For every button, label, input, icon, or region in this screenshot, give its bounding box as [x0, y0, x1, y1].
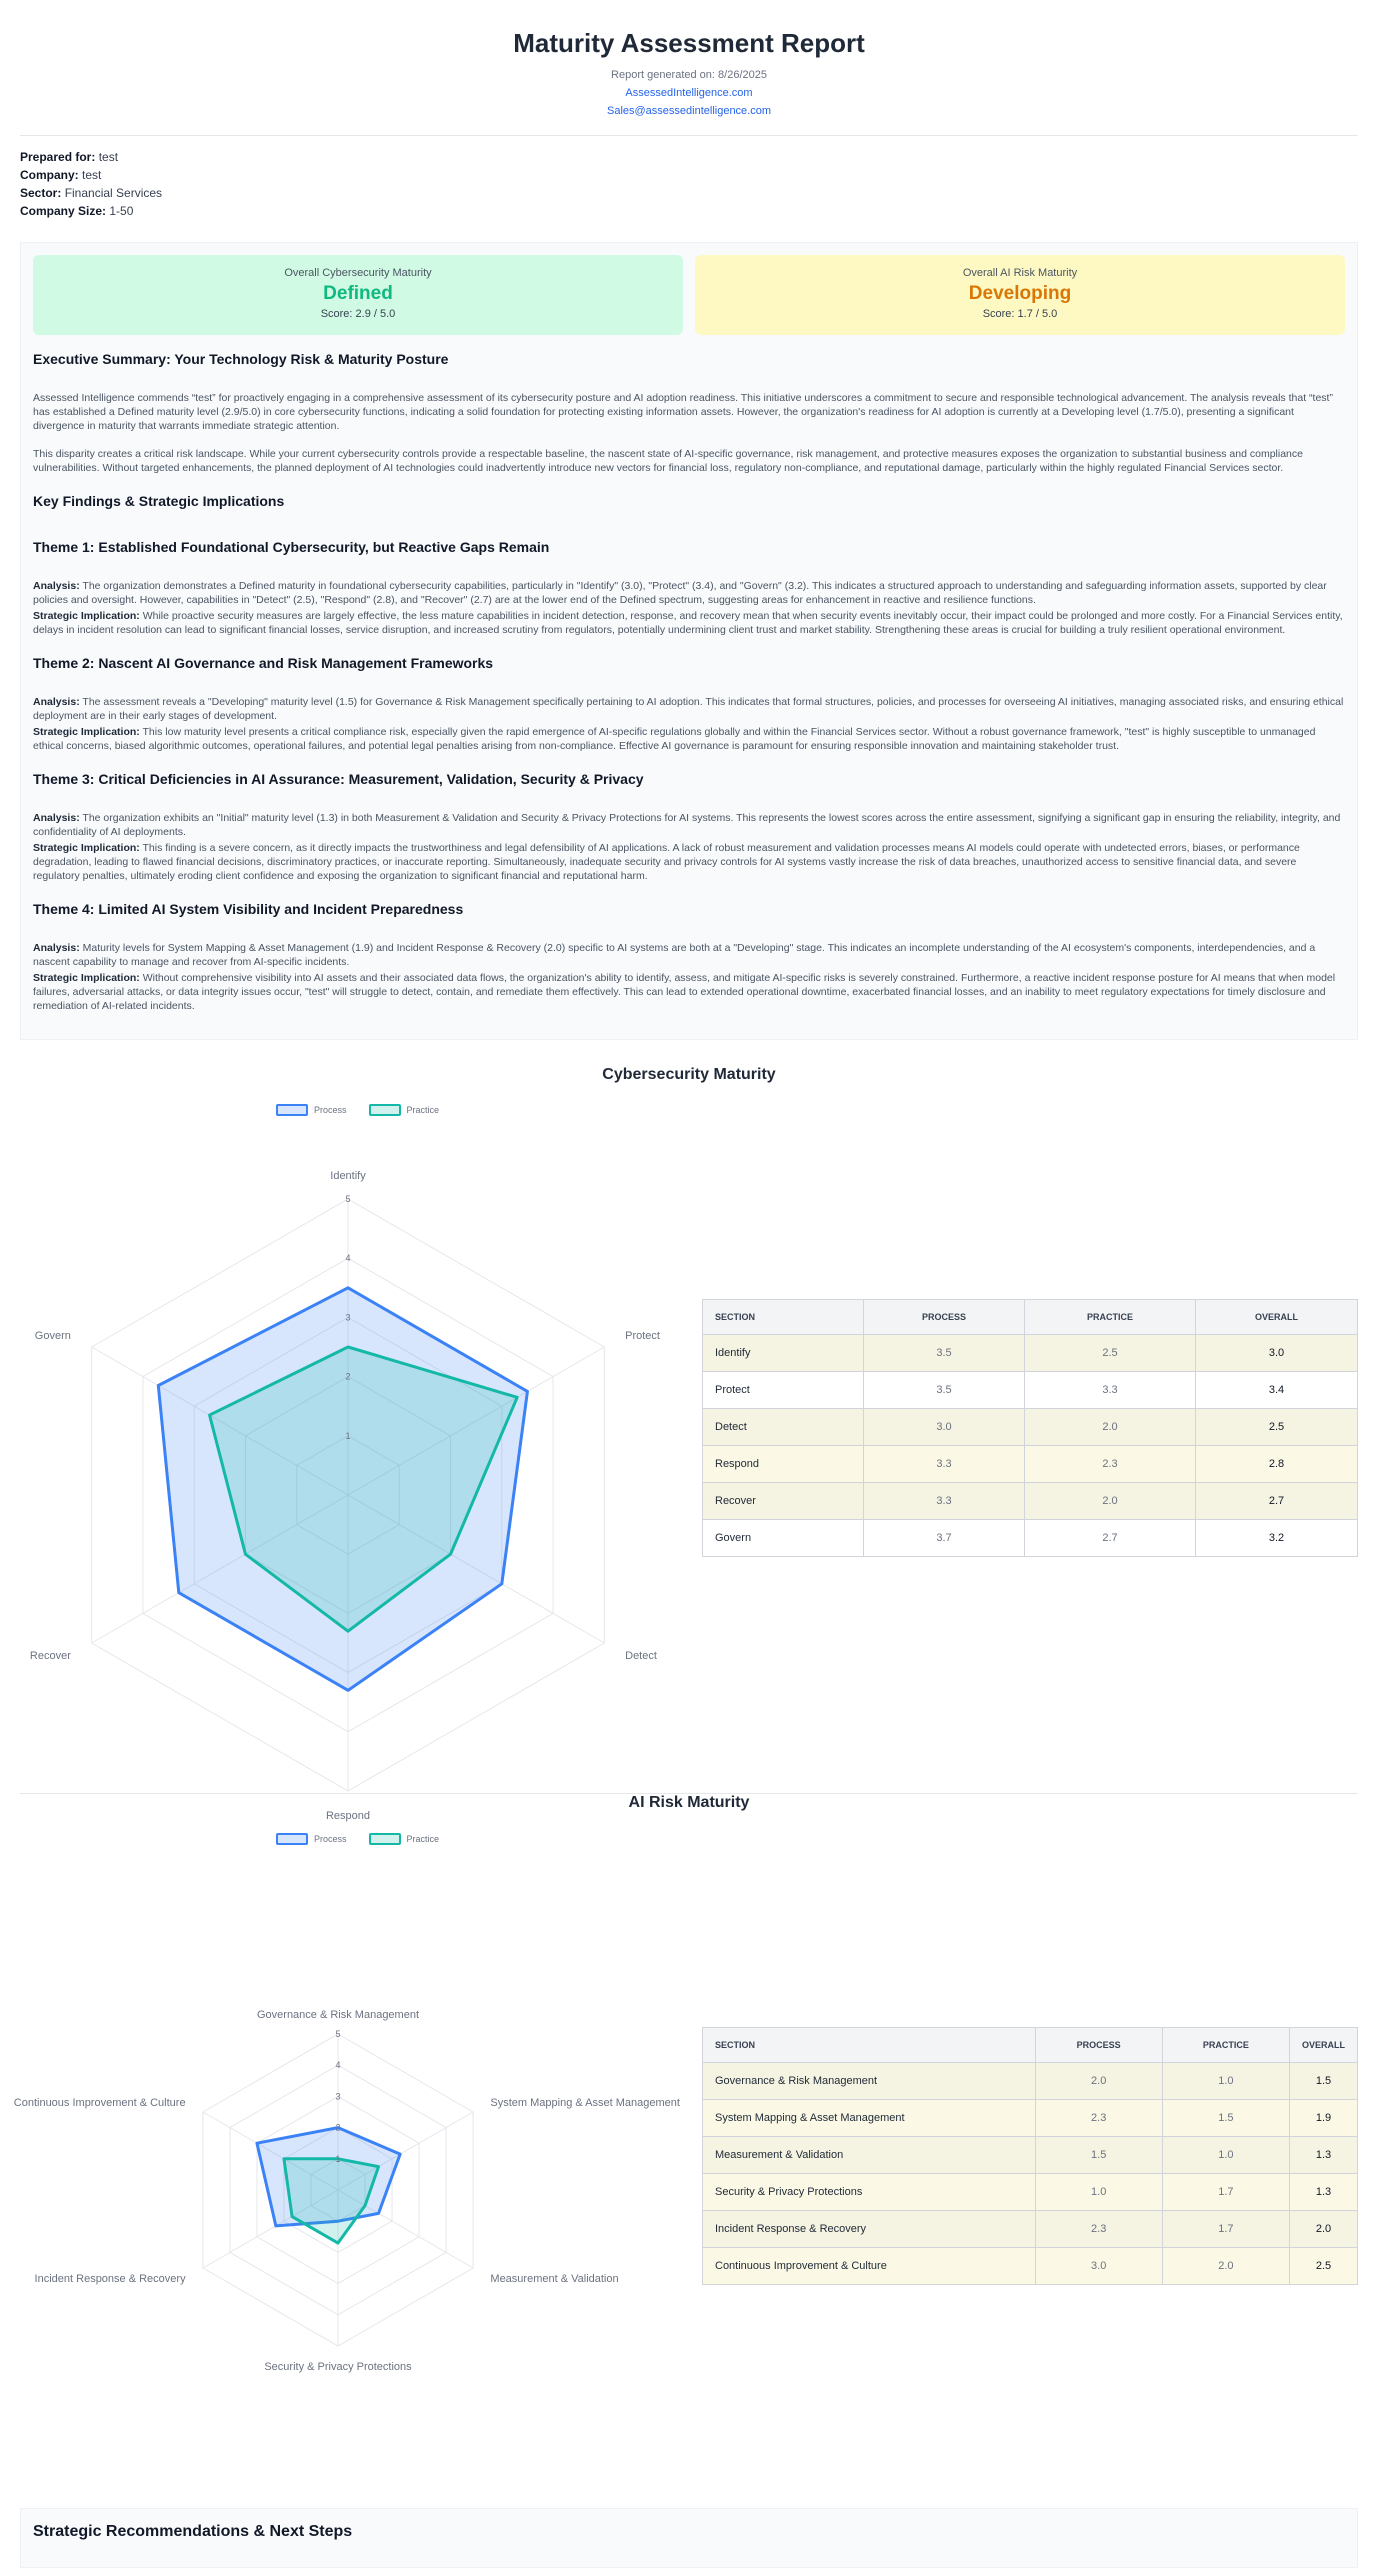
tick-label: 5 [345, 1194, 351, 1204]
tick-label: 4 [345, 1253, 351, 1264]
theme-1-analysis [33, 579, 1345, 607]
cell-section: Detect [703, 1409, 864, 1446]
practice-series-area [284, 2159, 379, 2243]
cell-process: 3.0 [1035, 2248, 1162, 2285]
theme-3-analysis [33, 811, 1345, 839]
cell-process: 1.5 [1035, 2137, 1162, 2174]
cyber-card-label: Overall Cybersecurity Maturity [284, 267, 432, 279]
cell-overall: 1.9 [1289, 2100, 1357, 2137]
cell-practice: 2.0 [1162, 2248, 1289, 2285]
table-row [703, 2100, 1358, 2137]
cell-section: System Mapping & Asset Management [703, 2100, 1036, 2137]
table-row [703, 1372, 1358, 1409]
analysis-label: Analysis: [33, 696, 80, 708]
theme-4-implication-text: Without comprehensive visibility into AI assets and their associated data flows, the organization's ability to identify, assess, and mitigate AI-specific risks is severely constrained. Furthermore, a reactive incident response posture for AI means that when model failures, adversarial attacks, or data integrity issues occur, "test" will struggle to detect, contain, and remediate them effectively. This can lead to extended operational downtime, exacerbated financial losses, and an inability to meet regulatory expectations for timely disclosure and remediation of AI-related incidents. [33, 972, 1336, 1012]
cell-section: Governance & Risk Management [703, 2063, 1036, 2100]
col-overall-header: OVERALL [1196, 1300, 1358, 1335]
theme-4-analysis-text: Maturity levels for System Mapping & Asset Management (1.9) and Incident Response & Recovery (2.0) specific to AI systems are both at a "Developing" stage. This indicates an incomplete understanding of the AI ecosystem's components, interdependencies, and a nascent capability to manage and recover from AI-specific incidents. [33, 942, 1316, 968]
sector-row [20, 184, 1358, 202]
cell-practice: 1.0 [1162, 2137, 1289, 2174]
ai-radar-chart [0, 1980, 690, 2373]
prepared-for-label: Prepared for: [20, 150, 96, 164]
website-link[interactable]: AssessedIntelligence.com [625, 87, 753, 99]
implication-label: Strategic Implication: [33, 842, 140, 854]
tick-label: 3 [345, 1312, 351, 1323]
tick-label: 4 [335, 2060, 341, 2071]
theme-1-implication-text: While proactive security measures are largely effective, the less mature capabilities in incident detection, response, and recovery mean that when security events inevitably occur, their impact could be prolonged and more costly. For a Financial Services entity, delays in incident resolution can lead to significant financial losses, service disruption, and increased scrutiny from regulators, potentially undermining client trust and market stability. Strengthening these areas is crucial for building a truly resilient operational environment. [33, 610, 1343, 636]
axis-label: Recover [29, 1650, 71, 1662]
cell-process: 2.3 [1035, 2100, 1162, 2137]
recommendations-heading: Strategic Recommendations & Next Steps [33, 2523, 353, 2540]
axis-label: Governance & Risk Management [256, 2009, 420, 2021]
summary-paragraph-1: Assessed Intelligence commends “test” for proactively engaging in a comprehensive assessment of its cybersecurity posture and AI adoption readiness. This initiative underscores a commitment to secure and responsible technological advancement. The analysis reveals that “test” has established a Defined maturity level (2.9/5.0) in core cybersecurity functions, indicating a solid foundation for protecting existing information assets. However, the organization's readiness for AI adoption is currently at a Developing level (1.7/5.0), presenting a significant divergence in maturity that warrants immediate strategic attention. [33, 392, 1333, 432]
axis-label: Respond [325, 1810, 371, 1822]
cell-practice: 2.7 [1025, 1520, 1196, 1557]
table-row [703, 1520, 1358, 1557]
tick-label: 5 [335, 2029, 341, 2039]
cyber-table-body [703, 1335, 1358, 1557]
analysis-label: Analysis: [33, 580, 80, 592]
col-process-header: PROCESS [1035, 2028, 1162, 2063]
tick-label: 2 [335, 2122, 341, 2133]
sector-value: Financial Services [64, 186, 163, 200]
cell-process: 3.7 [864, 1520, 1025, 1557]
cell-section: Recover [703, 1483, 864, 1520]
theme-2-title: Theme 2: Nascent AI Governance and Risk Management Frameworks [33, 655, 494, 671]
ai-card-score: Score: 1.7 / 5.0 [982, 308, 1058, 320]
cell-overall: 2.8 [1196, 1446, 1358, 1483]
cell-process: 3.5 [864, 1372, 1025, 1409]
tick-label: 3 [335, 2091, 341, 2102]
key-findings-heading: Key Findings & Strategic Implications [33, 493, 285, 509]
cell-practice: 1.7 [1162, 2174, 1289, 2211]
cell-practice: 1.5 [1162, 2100, 1289, 2137]
ai-card-label: Overall AI Risk Maturity [962, 267, 1078, 279]
cyber-card-level: Defined [323, 283, 393, 304]
theme-3-analysis-text: The organization exhibits an "Initial" maturity level (1.3) in both Measurement & Validation and Security & Privacy Protections for AI systems. This represents the lowest scores across the entire assessment, signifying a significant gap in ensuring the reliability, integrity, and confidentiality of AI deployments. [33, 812, 1341, 838]
cell-overall: 1.3 [1289, 2137, 1357, 2174]
cell-section: Protect [703, 1372, 864, 1409]
cell-section: Identify [703, 1335, 864, 1372]
cell-section: Continuous Improvement & Culture [703, 2248, 1036, 2285]
cell-practice: 2.3 [1025, 1446, 1196, 1483]
theme-1-title: Theme 1: Established Foundational Cybersecurity, but Reactive Gaps Remain [33, 539, 550, 555]
analysis-label: Analysis: [33, 942, 80, 954]
col-practice-header: PRACTICE [1162, 2028, 1289, 2063]
table-row [703, 2137, 1358, 2174]
ai-chart-title: AI Risk Maturity [628, 1794, 750, 1811]
axis-label: Detect [625, 1650, 657, 1662]
table-row [703, 2063, 1358, 2100]
table-row [703, 1335, 1358, 1372]
cell-overall: 2.5 [1196, 1409, 1358, 1446]
page-title: Maturity Assessment Report [513, 28, 865, 58]
cell-overall: 2.0 [1289, 2211, 1357, 2248]
prepared-for-row [20, 148, 1358, 166]
cell-process: 3.3 [864, 1446, 1025, 1483]
cell-practice: 1.7 [1162, 2211, 1289, 2248]
cell-process: 1.0 [1035, 2174, 1162, 2211]
email-link[interactable]: Sales@assessedintelligence.com [606, 105, 772, 117]
ai-table-body [703, 2063, 1358, 2285]
cell-practice: 3.3 [1025, 1372, 1196, 1409]
cyber-maturity-card [33, 255, 683, 335]
axis-label: Protect [625, 1330, 660, 1342]
company-size-value: 1-50 [109, 204, 134, 218]
axis-label: Security & Privacy Protections [264, 2361, 412, 2373]
axis-label: Govern [34, 1330, 71, 1342]
theme-1-implication [33, 609, 1345, 637]
table-row [703, 2211, 1358, 2248]
legend-practice-swatch [369, 1833, 401, 1845]
cell-process: 3.0 [864, 1409, 1025, 1446]
legend-practice-label: Practice [406, 1834, 440, 1844]
theme-2-analysis-text: The assessment reveals a "Developing" maturity level (1.5) for Governance & Risk Management specifically pertaining to AI adoption. This indicates that formal structures, policies, and processes for overseeing AI initiatives, managing associated risks, and ensuring ethical deployment are in their early stages of development. [33, 696, 1344, 722]
cyber-chart-title: Cybersecurity Maturity [602, 1066, 776, 1083]
table-header-row [703, 1300, 1358, 1335]
summary-paragraph-2: This disparity creates a critical risk landscape. While your current cybersecurity controls provide a respectable baseline, the nascent state of AI-specific governance, risk management, and protective measures exposes the organization to substantial business and compliance vulnerabilities. Without targeted enhancements, the planned deployment of AI technologies could inadvertently introduce new vectors for financial loss, regulatory non-compliance, and reputational damage, particularly within the highly regulated Financial Services sector. [33, 448, 1303, 474]
col-overall-header: OVERALL [1289, 2028, 1357, 2063]
ai-chart-legend [276, 1833, 439, 1845]
axis-label: System Mapping & Asset Management [490, 2097, 680, 2109]
company-label: Company: [20, 168, 79, 182]
cyber-table-head [703, 1300, 1358, 1335]
axis-label: Identify [330, 1170, 366, 1182]
axis-label: Incident Response & Recovery [34, 2273, 186, 2285]
cell-overall: 2.5 [1289, 2248, 1357, 2285]
cell-section: Measurement & Validation [703, 2137, 1036, 2174]
company-size-row [20, 202, 1358, 220]
table-row [703, 2248, 1358, 2285]
tick-label: 2 [345, 1371, 351, 1382]
cell-practice: 2.0 [1025, 1483, 1196, 1520]
implication-label: Strategic Implication: [33, 610, 140, 622]
prepared-for-value: test [98, 150, 119, 164]
prepared-info [0, 136, 1378, 220]
cell-overall: 3.0 [1196, 1335, 1358, 1372]
legend-process-label: Process [314, 1105, 347, 1115]
cell-section: Incident Response & Recovery [703, 2211, 1036, 2248]
cyber-card-score: Score: 2.9 / 5.0 [320, 308, 396, 320]
cell-process: 3.3 [864, 1483, 1025, 1520]
ai-table-head [703, 2028, 1358, 2063]
theme-4-title: Theme 4: Limited AI System Visibility and Incident Preparedness [33, 901, 464, 917]
tick-label: 1 [345, 1430, 351, 1441]
cell-practice: 2.5 [1025, 1335, 1196, 1372]
col-section-header: SECTION [703, 2028, 1036, 2063]
implication-label: Strategic Implication: [33, 972, 140, 984]
cell-section: Respond [703, 1446, 864, 1483]
company-value: test [82, 168, 102, 182]
table-row [703, 1409, 1358, 1446]
theme-2-analysis [33, 695, 1345, 723]
cell-overall: 1.5 [1289, 2063, 1357, 2100]
cell-process: 2.3 [1035, 2211, 1162, 2248]
company-size-label: Company Size: [20, 204, 107, 218]
cell-process: 2.0 [1035, 2063, 1162, 2100]
legend-practice-label: Practice [406, 1105, 440, 1115]
cell-section: Govern [703, 1520, 864, 1557]
cell-practice: 2.0 [1025, 1409, 1196, 1446]
cell-overall: 2.7 [1196, 1483, 1358, 1520]
generated-date: Report generated on: 8/26/2025 [611, 69, 767, 81]
theme-3-implication [33, 841, 1345, 883]
axis-label: Continuous Improvement & Culture [13, 2097, 186, 2109]
theme-3-implication-text: This finding is a severe concern, as it directly impacts the trustworthiness and legal defensibility of AI applications. A lack of robust measurement and validation processes means AI models could operate with undetected errors, biases, or performance degradation, leading to flawed financial decisions, discriminatory practices, or inaccurate reporting. Simultaneously, inadequate security and privacy controls for AI systems vastly increase the risk of data breaches, unauthorized access to sensitive financial data, and severe regulatory penalties, ultimately eroding client confidence and exposing the organization to significant financial and reputational harm. [33, 842, 1300, 882]
cell-process: 3.5 [864, 1335, 1025, 1372]
legend-process-swatch [276, 1833, 308, 1845]
cell-overall: 1.3 [1289, 2174, 1357, 2211]
col-section-header: SECTION [703, 1300, 864, 1335]
report-header [0, 0, 1378, 117]
cell-section: Security & Privacy Protections [703, 2174, 1036, 2211]
cyber-score-table [702, 1299, 1358, 1557]
col-practice-header: PRACTICE [1025, 1300, 1196, 1335]
table-row [703, 1483, 1358, 1520]
executive-summary-panel [20, 242, 1358, 1040]
cell-overall: 3.4 [1196, 1372, 1358, 1409]
executive-summary-heading: Executive Summary: Your Technology Risk & Maturity Posture [33, 351, 449, 367]
sector-label: Sector: [20, 186, 62, 200]
theme-2-implication [33, 725, 1345, 753]
ai-score-table [702, 2027, 1358, 2285]
legend-process-label: Process [314, 1834, 347, 1844]
analysis-label: Analysis: [33, 812, 80, 824]
recommendations-panel [20, 2508, 1358, 2568]
theme-1-analysis-text: The organization demonstrates a Defined maturity in foundational cybersecurity capabilities, particularly in "Identify" (3.0), "Protect" (3.4), and "Govern" (3.2). This indicates a structured approach to understanding and safeguarding information assets, supported by clear policies and oversight. However, capabilities in "Detect" (2.5), "Respond" (2.8), and "Recover" (2.7) are at the lower end of the Defined spectrum, suggesting areas for enhancement in reactive and resilience functions. [33, 580, 1327, 606]
implication-label: Strategic Implication: [33, 726, 140, 738]
theme-4-analysis [33, 941, 1345, 969]
cell-overall: 3.2 [1196, 1520, 1358, 1557]
table-row [703, 1446, 1358, 1483]
company-row [20, 166, 1358, 184]
theme-4-implication [33, 971, 1345, 1013]
cell-practice: 1.0 [1162, 2063, 1289, 2100]
ai-maturity-card [695, 255, 1345, 335]
ai-card-level: Developing [968, 283, 1072, 304]
maturity-cards [33, 255, 1345, 335]
axis-label: Measurement & Validation [490, 2273, 619, 2285]
table-row [703, 2174, 1358, 2211]
theme-2-implication-text: This low maturity level presents a critical compliance risk, especially given the rapid emergence of AI-specific regulations globally and within the Financial Services sector. Without a robust governance framework, "test" is highly susceptible to unmanaged ethical concerns, biased algorithmic outcomes, operational failures, and potential legal penalties arising from non-compliance. Effective AI governance is paramount for ensuring responsible innovation and maintaining stakeholder trust. [33, 726, 1316, 752]
theme-3-title: Theme 3: Critical Deficiencies in AI Assurance: Measurement, Validation, Security & Privacy [33, 771, 644, 787]
tick-label: 1 [335, 2153, 341, 2164]
col-process-header: PROCESS [864, 1300, 1025, 1335]
table-header-row [703, 2028, 1358, 2063]
